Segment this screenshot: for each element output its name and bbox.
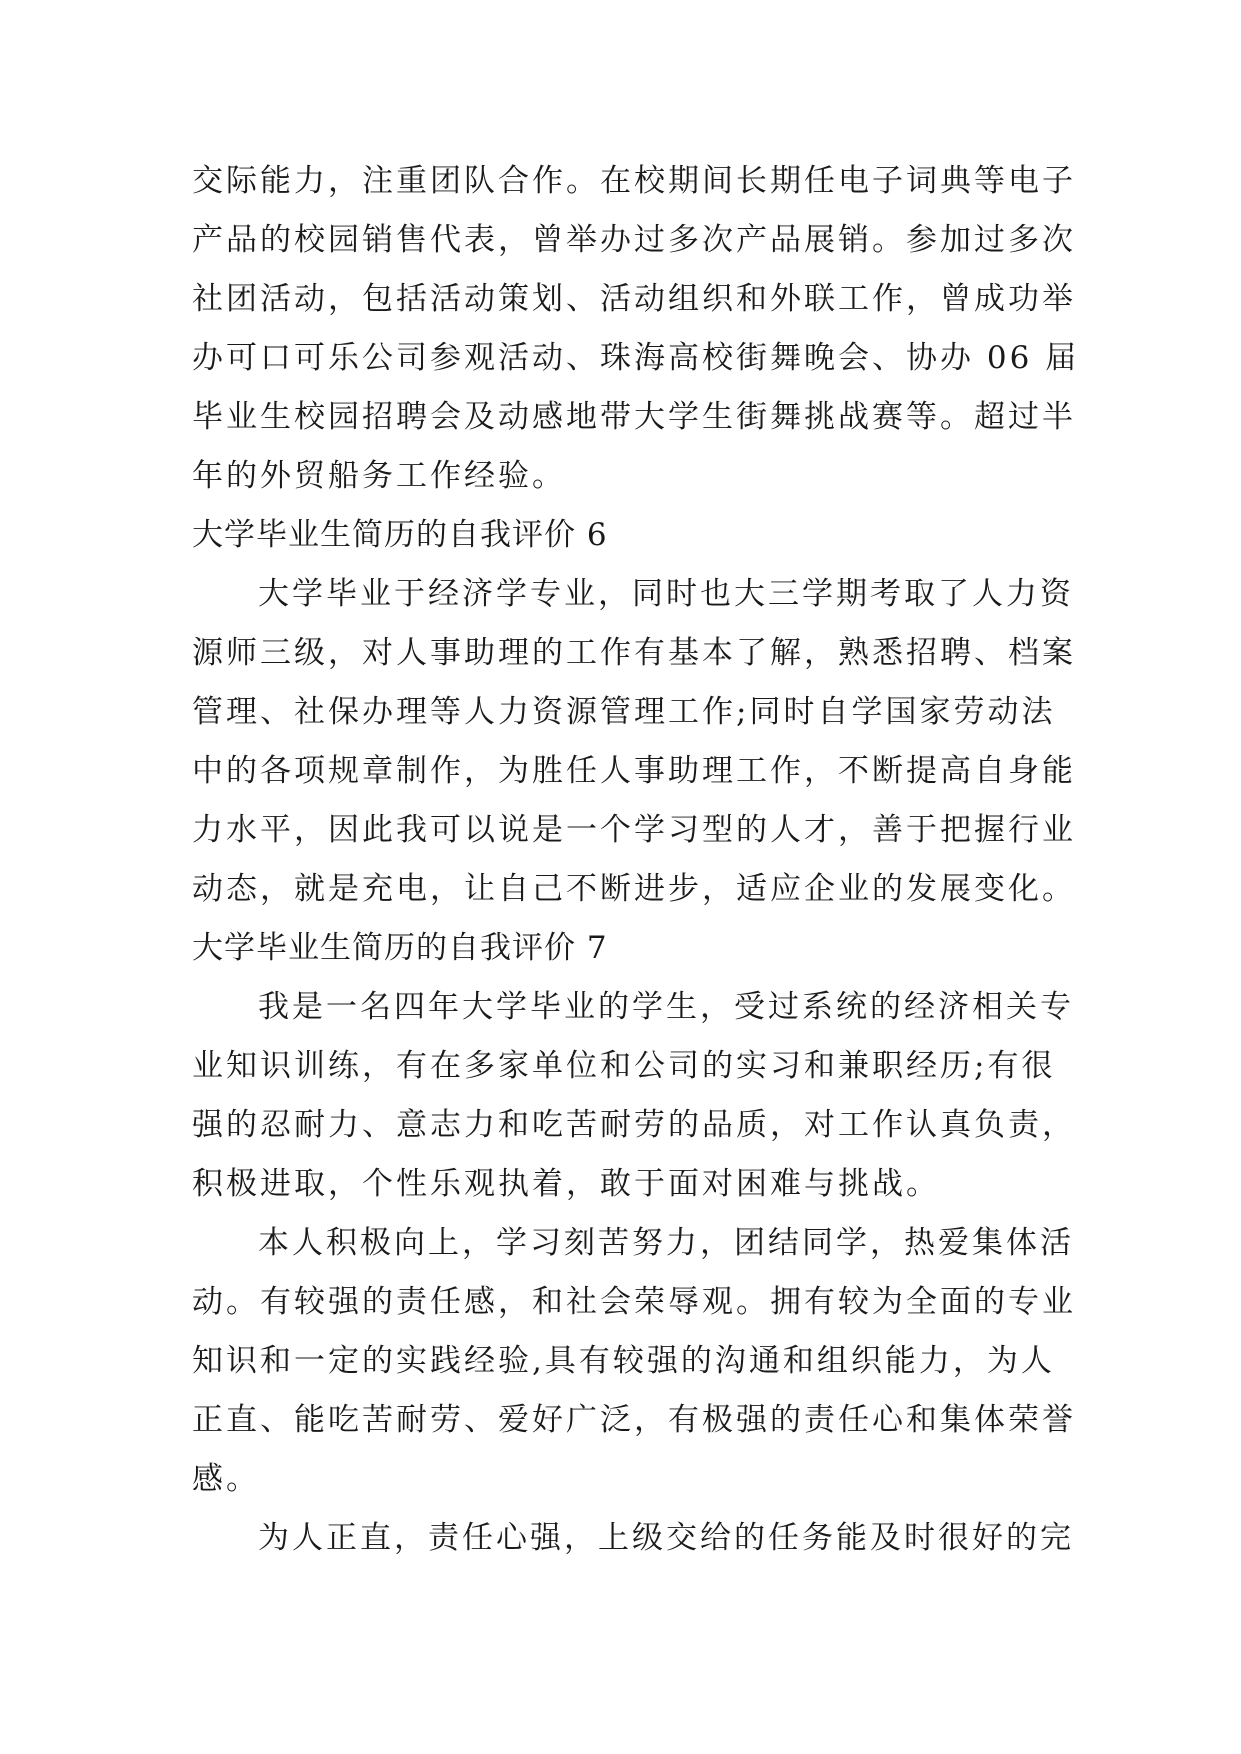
text-line: 年的外贸船务工作经验。 [192, 458, 566, 494]
text-line: 知识和一定的实践经验,具有较强的沟通和组织能力，为人 [192, 1343, 1055, 1379]
paragraph-first-line: 大学毕业于经济学专业，同时也大三学期考取了人力资 [258, 576, 1074, 612]
paragraph-first-line: 为人正直，责任心强，上级交给的任务能及时很好的完 [258, 1520, 1074, 1556]
text-line: 积极进取，个性乐观执着，敢于面对困难与挑战。 [192, 1166, 940, 1202]
text-line: 动态，就是充电，让自己不断进步，适应企业的发展变化。 [192, 871, 1076, 907]
text-line: 办可口可乐公司参观活动、珠海高校街舞晚会、协办 06 届 [192, 340, 1080, 376]
text-line: 源师三级，对人事助理的工作有基本了解，熟悉招聘、档案 [192, 635, 1076, 671]
text-line: 感。 [192, 1461, 260, 1497]
text-line: 交际能力，注重团队合作。在校期间长期任电子词典等电子 [192, 163, 1076, 199]
text-line: 强的忍耐力、意志力和吃苦耐劳的品质，对工作认真负责， [192, 1107, 1076, 1143]
text-line: 社团活动，包括活动策划、活动组织和外联工作，曾成功举 [192, 281, 1076, 317]
document-body [192, 152, 1080, 1568]
paragraph-first-line: 本人积极向上，学习刻苦努力，团结同学，热爱集体活 [258, 1225, 1074, 1261]
section-heading: 大学毕业生简历的自我评价 6 [192, 517, 608, 553]
text-line: 产品的校园销售代表，曾举办过多次产品展销。参加过多次 [192, 222, 1076, 258]
text-line: 管理、社保办理等人力资源管理工作;同时自学国家劳动法 [192, 694, 1056, 730]
text-line: 正直、能吃苦耐劳、爱好广泛，有极强的责任心和集体荣誉 [192, 1402, 1076, 1438]
text-line: 动。有较强的责任感，和社会荣辱观。拥有较为全面的专业 [192, 1284, 1076, 1320]
text-line: 业知识训练，有在多家单位和公司的实习和兼职经历;有很 [192, 1048, 1056, 1084]
section-heading: 大学毕业生简历的自我评价 7 [192, 930, 608, 966]
text-line: 中的各项规章制作，为胜任人事助理工作，不断提高自身能 [192, 753, 1076, 789]
text-line: 力水平，因此我可以说是一个学习型的人才，善于把握行业 [192, 812, 1076, 848]
text-line: 毕业生校园招聘会及动感地带大学生街舞挑战赛等。超过半 [192, 399, 1076, 435]
paragraph-first-line: 我是一名四年大学毕业的学生，受过系统的经济相关专 [258, 989, 1074, 1025]
